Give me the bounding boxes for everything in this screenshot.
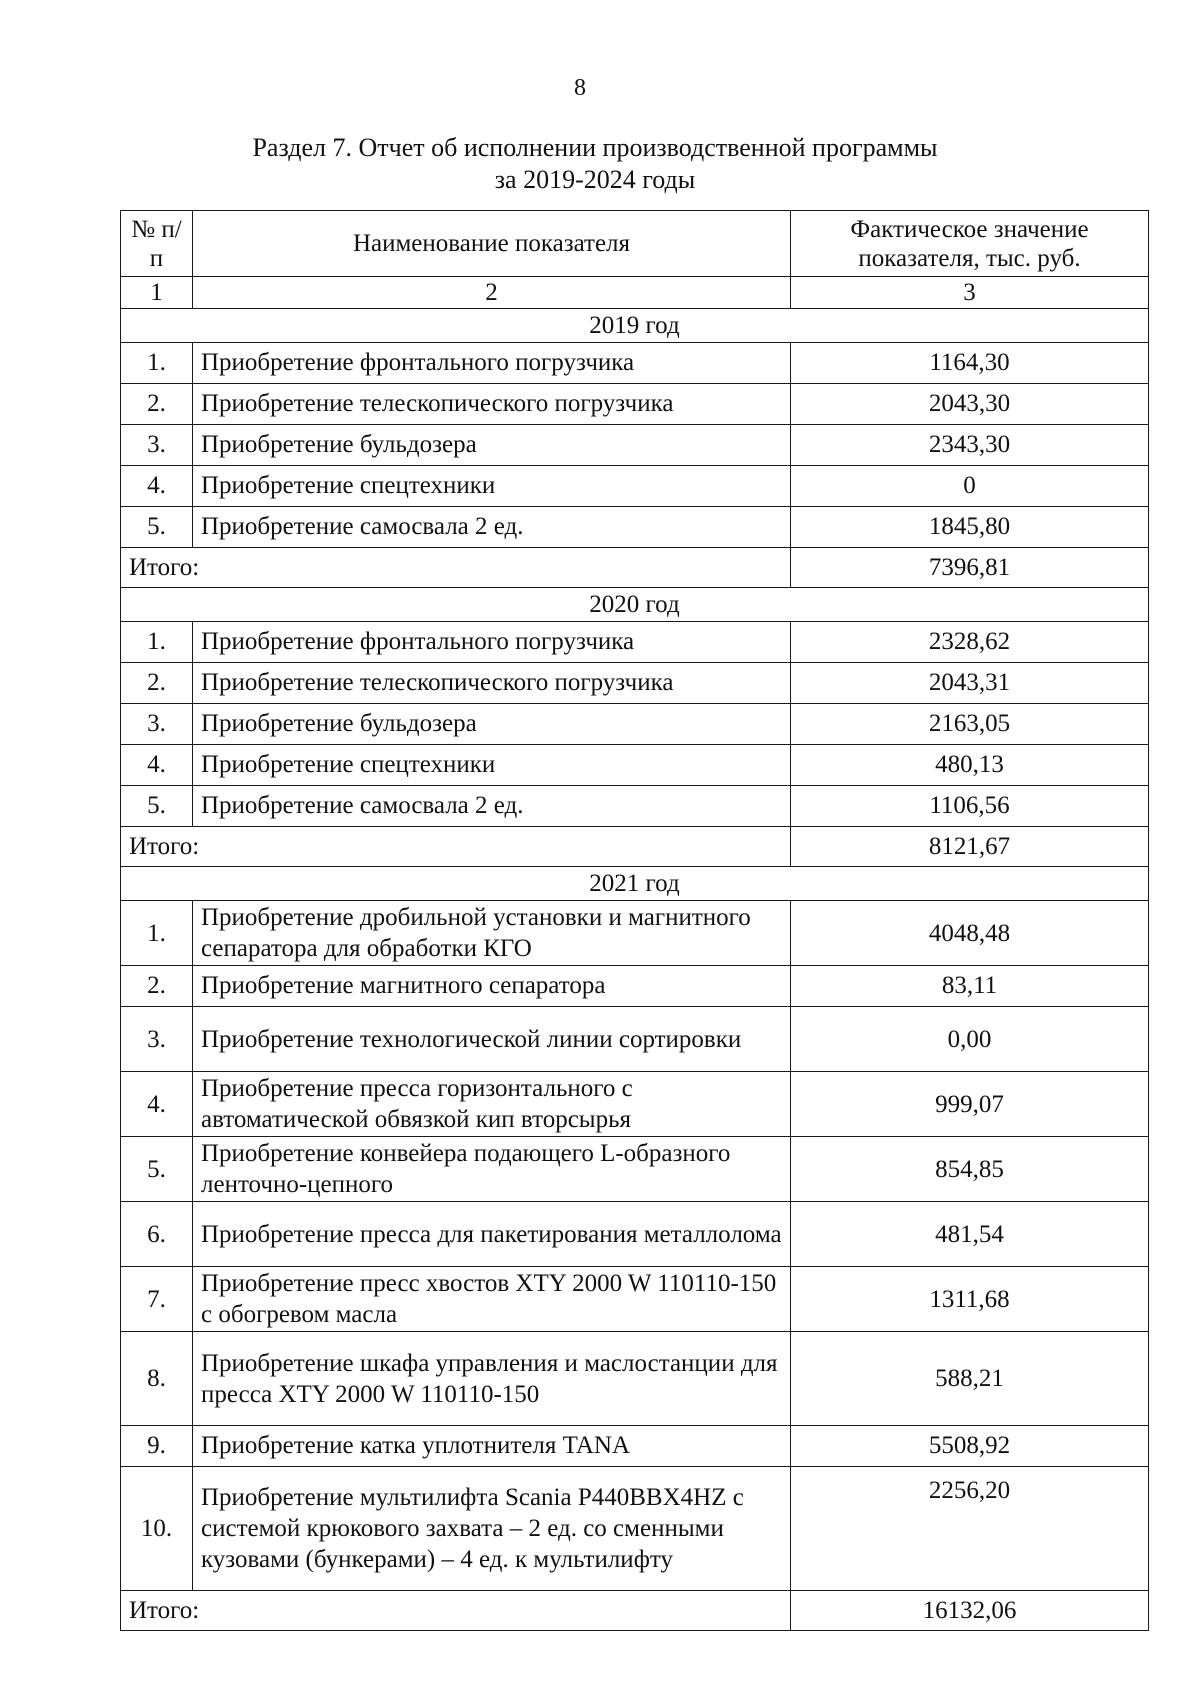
- row-name: Приобретение самосвала 2 ед.: [193, 786, 791, 827]
- row-num: 4.: [121, 745, 193, 786]
- row-name: Приобретение дробильной установки и магнитного сепаратора для обработки КГО: [193, 901, 791, 966]
- year-label: 2021 год: [121, 867, 1149, 901]
- total-value: 16132,06: [791, 1591, 1149, 1631]
- year-row-2019: [121, 309, 1149, 343]
- row-num: 4.: [121, 1072, 193, 1137]
- page-number: 8: [574, 75, 586, 101]
- row-name: Приобретение шкафа управления и маслостанции для пресса XTY 2000 W 110110-150: [193, 1332, 791, 1426]
- column-number: 2: [193, 277, 791, 309]
- row-name: Приобретение технологической линии сортировки: [193, 1007, 791, 1072]
- row-num: 1.: [121, 622, 193, 663]
- section-title-line-1: Раздел 7. Отчет об исполнении производственной программы: [252, 133, 938, 162]
- row-value: 1106,56: [791, 786, 1149, 827]
- table-row: [121, 1332, 1149, 1426]
- row-num: 2.: [121, 384, 193, 425]
- row-num: 9.: [121, 1426, 193, 1467]
- table-row: [121, 704, 1149, 745]
- row-name: Приобретение телескопического погрузчика: [193, 663, 791, 704]
- row-num: 6.: [121, 1202, 193, 1267]
- row-num: 1.: [121, 343, 193, 384]
- table-row: [121, 1467, 1149, 1591]
- total-row-2020: [121, 827, 1149, 867]
- row-num: 7.: [121, 1267, 193, 1332]
- year-row-2021: [121, 867, 1149, 901]
- table-row: [121, 425, 1149, 466]
- column-number: 1: [121, 277, 193, 309]
- row-num: 5.: [121, 786, 193, 827]
- row-name: Приобретение бульдозера: [193, 425, 791, 466]
- row-name: Приобретение катка уплотнителя TANA: [193, 1426, 791, 1467]
- row-num: 8.: [121, 1332, 193, 1426]
- row-value: 588,21: [791, 1332, 1149, 1426]
- row-name: Приобретение спецтехники: [193, 745, 791, 786]
- row-name: Приобретение бульдозера: [193, 704, 791, 745]
- row-value: 2163,05: [791, 704, 1149, 745]
- row-name: Приобретение самосвала 2 ед.: [193, 507, 791, 548]
- table-row: [121, 343, 1149, 384]
- total-label: Итого:: [121, 1591, 791, 1631]
- row-value: 2328,62: [791, 622, 1149, 663]
- table-row: [121, 966, 1149, 1007]
- table-row: [121, 384, 1149, 425]
- total-value: 7396,81: [791, 548, 1149, 588]
- column-number-row: [121, 277, 1149, 309]
- row-value: 481,54: [791, 1202, 1149, 1267]
- row-name: Приобретение мультилифта Scania P440BBX4HZ с системой крюкового захвата – 2 ед. со сменными кузовами (бункерами) – 4 ед. к мультилифту: [193, 1467, 791, 1591]
- row-num: 3.: [121, 1007, 193, 1072]
- row-num: 5.: [121, 507, 193, 548]
- row-name: Приобретение фронтального погрузчика: [193, 343, 791, 384]
- row-name: Приобретение пресса для пакетирования металлолома: [193, 1202, 791, 1267]
- row-num: 10.: [121, 1467, 193, 1591]
- row-num: 1.: [121, 901, 193, 966]
- row-value: 2043,31: [791, 663, 1149, 704]
- table-row: [121, 1267, 1149, 1332]
- header-value: Фактическое значение показателя, тыс. руб.: [791, 211, 1149, 277]
- row-name: Приобретение конвейера подающего L-образного ленточно-цепного: [193, 1137, 791, 1202]
- table-row: [121, 663, 1149, 704]
- row-num: 3.: [121, 425, 193, 466]
- year-row-2020: [121, 588, 1149, 622]
- row-name: Приобретение пресс хвостов XTY 2000 W 110110-150 с обогревом масла: [193, 1267, 791, 1332]
- table-header-row: [121, 211, 1149, 277]
- table-row: [121, 745, 1149, 786]
- header-num: № п/п: [121, 211, 193, 277]
- row-name: Приобретение фронтального погрузчика: [193, 622, 791, 663]
- row-num: 2.: [121, 663, 193, 704]
- table-row: [121, 466, 1149, 507]
- row-value: 1164,30: [791, 343, 1149, 384]
- row-value: 2256,20: [791, 1467, 1149, 1591]
- column-number: 3: [791, 277, 1149, 309]
- total-row-2019: [121, 548, 1149, 588]
- row-value: 854,85: [791, 1137, 1149, 1202]
- row-value: 480,13: [791, 745, 1149, 786]
- row-value: 0: [791, 466, 1149, 507]
- row-value: 4048,48: [791, 901, 1149, 966]
- section-title: [0, 132, 1190, 196]
- table-row: [121, 1007, 1149, 1072]
- table-row: [121, 1072, 1149, 1137]
- section-title-line-2: за 2019-2024 годы: [494, 165, 696, 194]
- table-row: [121, 507, 1149, 548]
- total-row-2021: [121, 1591, 1149, 1631]
- table-row: [121, 1426, 1149, 1467]
- table-row: [121, 1202, 1149, 1267]
- row-value: 2343,30: [791, 425, 1149, 466]
- row-num: 3.: [121, 704, 193, 745]
- row-name: Приобретение пресса горизонтального с автоматической обвязкой кип вторсырья: [193, 1072, 791, 1137]
- table-row: [121, 901, 1149, 966]
- row-name: Приобретение спецтехники: [193, 466, 791, 507]
- row-num: 2.: [121, 966, 193, 1007]
- table-row: [121, 786, 1149, 827]
- row-num: 5.: [121, 1137, 193, 1202]
- table-row: [121, 622, 1149, 663]
- total-label: Итого:: [121, 827, 791, 867]
- row-name: Приобретение телескопического погрузчика: [193, 384, 791, 425]
- total-value: 8121,67: [791, 827, 1149, 867]
- row-value: 1845,80: [791, 507, 1149, 548]
- row-value: 83,11: [791, 966, 1149, 1007]
- row-value: 1311,68: [791, 1267, 1149, 1332]
- year-label: 2020 год: [121, 588, 1149, 622]
- header-name: Наименование показателя: [193, 211, 791, 277]
- year-label: 2019 год: [121, 309, 1149, 343]
- table-row: [121, 1137, 1149, 1202]
- row-value: 999,07: [791, 1072, 1149, 1137]
- row-value: 2043,30: [791, 384, 1149, 425]
- row-num: 4.: [121, 466, 193, 507]
- row-value: 5508,92: [791, 1426, 1149, 1467]
- row-name: Приобретение магнитного сепаратора: [193, 966, 791, 1007]
- production-program-table: [120, 210, 1149, 1631]
- total-label: Итого:: [121, 548, 791, 588]
- row-value: 0,00: [791, 1007, 1149, 1072]
